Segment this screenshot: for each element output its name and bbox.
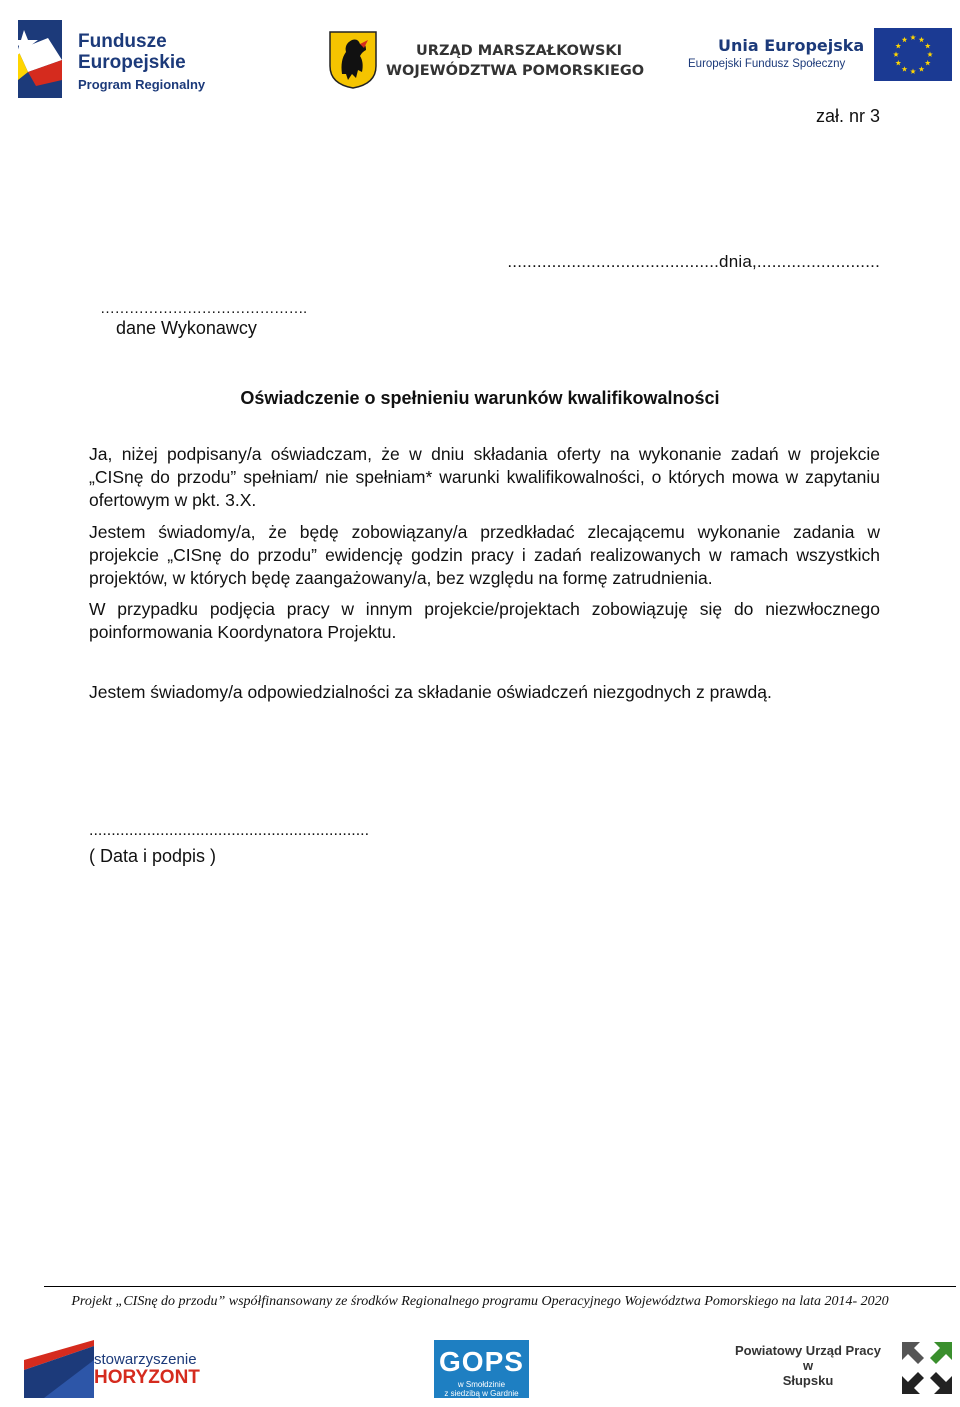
- horyzont-text: [94, 1352, 200, 1388]
- contractor-placeholder-dots: …………………………………….: [100, 300, 307, 317]
- fundusze-europejskie-logo: [18, 20, 228, 104]
- horyzont-line1: stowarzyszenie: [94, 1351, 197, 1368]
- horyzont-logo: [24, 1340, 214, 1398]
- gops-line3: z siedzibą w Gardnie Wielkiej: [444, 1389, 519, 1407]
- paragraph-responsibility: Jestem świadomy/a odpowiedzialności za składanie oświadczeń niezgodnych z prawdą.: [89, 682, 772, 702]
- contractor-label: dane Wykonawcy: [116, 318, 257, 338]
- paragraph-qualification: Ja, niżej podpisany/a oświadczam, że w dniu składania oferty na wykonanie zadań w projekcie „CISnę do przodu” spełniam/ nie spełniam* warunki kwalifikowalności, o których mowa w zapytaniu ofertowym w pkt. 3.X.: [89, 444, 880, 510]
- um-logo-line1: URZĄD MARSZAŁKOWSKI: [416, 43, 623, 59]
- signature-dots: ...............................................................: [89, 822, 370, 839]
- gops-line1: GOPS: [439, 1346, 524, 1377]
- eu-flag-icon: [874, 28, 952, 81]
- fundusze-europejskie-mark-icon: [18, 20, 62, 98]
- document-title: Oświadczenie o spełnieniu warunków kwalifikowalności: [240, 388, 720, 408]
- fe-logo-line1: Fundusze: [78, 31, 167, 52]
- ue-logo-line2: Europejski Fundusz Społeczny: [688, 58, 846, 70]
- pup-line2: w: [802, 1358, 814, 1373]
- urzad-marszalkowski-logo: [328, 30, 648, 92]
- fe-logo-line2: Europejskie: [78, 52, 186, 73]
- signature-label: ( Data i podpis ): [89, 846, 217, 866]
- paragraph-work-records: Jestem świadomy/a, że będę zobowiązany/a przedkładać zlecającemu wykonanie zadania w projekcie „CISnę do przodu” ewidencję godzin pracy i zadań realizowanych w ramach wszystkich projektów, w których będę zaangażowany/a, bez względu na formę zatrudnienia.: [89, 522, 880, 588]
- pup-line3: Słupsku: [782, 1373, 834, 1388]
- footer-project-note: Projekt „CISnę do przodu” współfinansowany ze środków Regionalnego programu Operacyjnego Województwa Pomorskiego na lata 2014- 2020: [71, 1294, 889, 1309]
- unia-europejska-text: [688, 36, 864, 70]
- urzad-marszalkowski-text: [386, 42, 644, 81]
- date-line: ...........................................dnia,.........................: [507, 252, 880, 271]
- gops-line2: w Smołdzinie: [457, 1380, 506, 1389]
- gops-subtitle: [434, 1380, 529, 1407]
- pup-text: [722, 1343, 894, 1388]
- horyzont-mark-icon: [24, 1340, 98, 1398]
- pup-line1: Powiatowy Urząd Pracy: [735, 1343, 881, 1358]
- footer-divider: [44, 1286, 956, 1287]
- powiatowy-urzad-pracy-logo: [722, 1340, 954, 1398]
- gops-logo: [434, 1340, 529, 1407]
- fe-logo-line3: Program Regionalny: [78, 77, 206, 92]
- ue-logo-line1: Unia Europejska: [718, 36, 865, 55]
- converging-arrows-icon: [900, 1340, 954, 1396]
- fundusze-europejskie-text: [78, 32, 205, 91]
- um-logo-line2: WOJEWÓDZTWA POMORSKIEGO: [386, 62, 645, 79]
- unia-europejska-logo: [688, 28, 953, 84]
- attachment-number: zał. nr 3: [815, 106, 880, 126]
- paragraph-notify-coordinator: W przypadku podjęcia pracy w innym projekcie/projektach zobowiązuję się do niezwłocznego poinformowania Koordynatora Projektu.: [89, 599, 880, 642]
- horyzont-line2: HORYZONT: [94, 1366, 200, 1388]
- griffin-crest-icon: [328, 30, 378, 90]
